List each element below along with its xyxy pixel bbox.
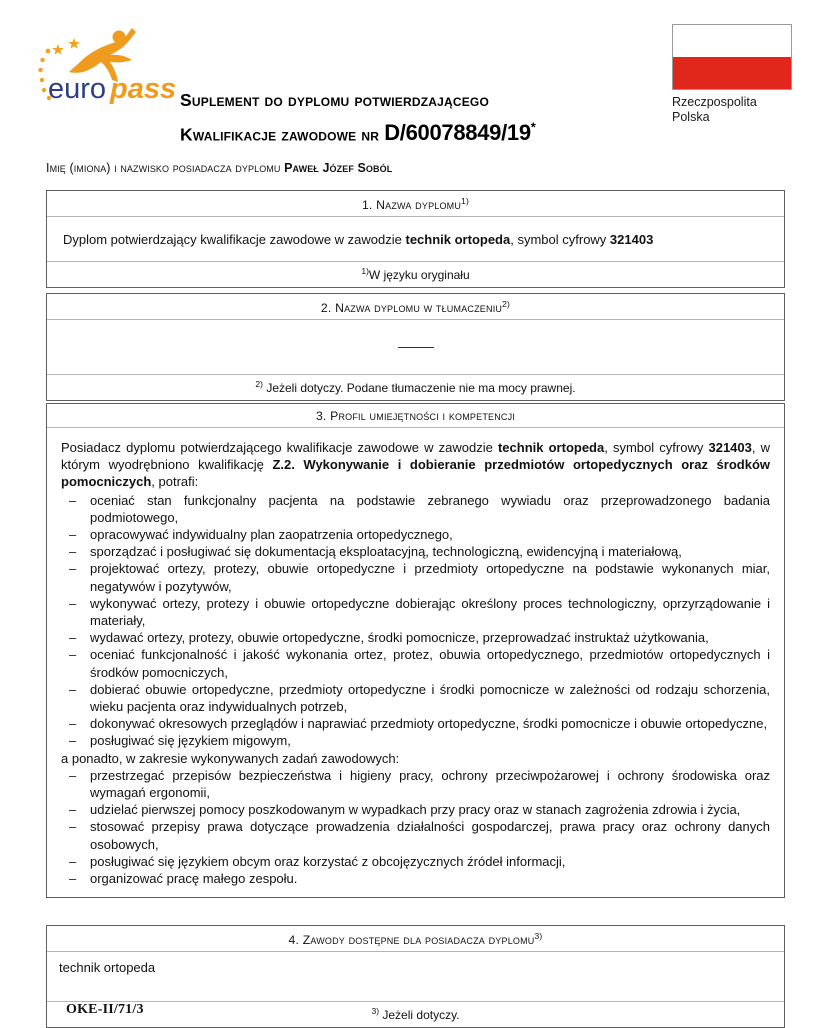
list-item: – udzielać pierwszej pomocy poszkodowanym w wypadkach przy pracy oraz w stanach zagrożenia zdrowia i życia, xyxy=(61,801,770,818)
section-skills-profile xyxy=(46,403,785,898)
section-1-heading xyxy=(47,191,784,217)
list-item: – sporządzać i posługiwać się dokumentacją eksploatacyjną, technologiczną, ewidencyjną i materiałową, xyxy=(61,543,770,560)
section-3-number: 3. xyxy=(315,409,327,423)
flag-caption-line2: Polska xyxy=(672,110,710,124)
poland-flag-icon xyxy=(672,24,792,90)
section-4-body: technik ortopeda xyxy=(59,960,156,976)
section-3-body xyxy=(47,428,784,897)
profile-intro-part4: , potrafi: xyxy=(151,474,199,490)
list-item: – oceniać stan funkcjonalny pacjenta na podstawie zebranego wywiadu oraz przeprowadzonego badania podmiotowego, xyxy=(61,492,770,526)
skills-list-primary xyxy=(61,492,770,750)
section-4-footnote xyxy=(47,1001,784,1027)
section-2-title: Nazwa dyplomu w tłumaczeniu xyxy=(335,301,503,316)
svg-text:pass: pass xyxy=(110,73,177,105)
section-2-heading-ref: 2) xyxy=(502,299,511,309)
form-code: OKE-II/71/3 xyxy=(66,1002,144,1017)
list-item: – opracowywać indywidualny plan zaopatrzenia ortopedycznego, xyxy=(61,526,770,543)
section-diploma-translation xyxy=(46,293,785,401)
europass-logo xyxy=(22,18,182,110)
profile-intro-part2: , symbol cyfrowy xyxy=(604,440,709,455)
list-item: – posługiwać się językiem obcym oraz korzystać z obcojęzycznych źródeł informacji, xyxy=(61,853,770,870)
title-line-1: Suplement do dyplomu potwierdzającego xyxy=(180,90,489,110)
profile-intro-part1: Posiadacz dyplomu potwierdzającego kwalifikacje zawodowe w zawodzie xyxy=(61,440,498,455)
section-available-professions xyxy=(46,925,785,1028)
section-1-body xyxy=(47,217,784,261)
list-item: – projektować ortezy, protezy, obuwie ortopedyczne i przedmioty ortopedyczne na podstawie wykonanych miar, negatywów i pozytywów, xyxy=(61,560,770,594)
section-1-profession: technik ortopeda xyxy=(405,232,511,248)
flag-caption xyxy=(672,95,794,125)
section-1-heading-ref: 1) xyxy=(461,196,470,206)
title-line-2 xyxy=(180,114,660,148)
section-2-body xyxy=(47,320,784,374)
title-line-2-prefix: Kwalifikacje zawodowe nr xyxy=(180,124,385,145)
diploma-number-value: D/60078849/19 xyxy=(384,120,531,146)
svg-text:euro: euro xyxy=(48,73,107,105)
list-item: – wykonywać ortezy, protezy i obuwie ortopedyczne dobierając określony proces technologiczny, oprzyrządowanie i materiały, xyxy=(61,595,770,629)
page-title xyxy=(180,86,660,148)
section-1-number: 1. xyxy=(361,198,373,213)
section-2-number: 2. xyxy=(320,301,332,316)
list-item: – organizować pracę małego zespołu. xyxy=(61,870,770,887)
profile-profession: technik ortopeda xyxy=(497,440,605,455)
section-2-heading xyxy=(47,294,784,320)
section-1-footnote-text: W języku oryginału xyxy=(368,268,470,283)
profile-intro xyxy=(61,439,770,491)
flag-caption-line1: Rzeczpospolita xyxy=(672,95,757,109)
list-item: – przestrzegać przepisów bezpieczeństwa i higieny pracy, ochrony przeciwpożarowej i ochrony środowiska oraz wymagań ergonomii, xyxy=(61,767,770,801)
section-4-heading-ref: 3) xyxy=(534,931,543,941)
profile-qualification: Z.2. Wykonywanie i dobieranie przedmiotów ortopedycznych oraz środków pomocniczych xyxy=(61,457,770,490)
list-item: – oceniać funkcjonalność i jakość wykonania ortez, protez, obuwia ortopedycznego, przedmiotów ortopedycznych i środków pomocniczych, xyxy=(61,646,770,680)
list-item: – stosować przepisy prawa dotyczące prowadzenia działalności gospodarczej, prawa pracy oraz ochrony danych osobowych, xyxy=(61,818,770,852)
diploma-holder-line xyxy=(46,161,392,175)
empty-value-dash xyxy=(398,346,434,348)
section-1-footnote xyxy=(47,261,784,287)
section-1-text-1: Dyplom potwierdzający kwalifikacje zawodowe w zawodzie xyxy=(63,232,406,248)
list-item: – dokonywać okresowych przeglądów i naprawiać przedmioty ortopedyczne, środki pomocnicze i obuwie ortopedyczne, xyxy=(61,715,770,732)
section-1-footnote-ref: 1) xyxy=(361,266,369,277)
list-item: – wydawać ortezy, protezy, obuwie ortopedyczne, środki pomocnicze, przeprowadzać instruktaż użytkowania, xyxy=(61,629,770,646)
section-diploma-name xyxy=(46,190,785,288)
section-2-footnote xyxy=(47,374,784,400)
list-item: – dobierać obuwie ortopedyczne, przedmioty ortopedyczne i środki pomocnicze w zależności od rodzaju schorzenia, wieku pacjenta oraz indywidualnych potrzeb, xyxy=(61,681,770,715)
section-4-footnote-text: Jeżeli dotyczy. xyxy=(382,1008,460,1023)
diploma-holder-name: Paweł Józef Soból xyxy=(284,161,393,175)
section-3-title: Profil umiejętności i kompetencji xyxy=(330,409,516,423)
section-1-title: Nazwa dyplomu xyxy=(376,198,462,213)
section-4-number: 4. xyxy=(288,933,300,948)
flag-red-band xyxy=(673,57,791,89)
section-1-code: 321403 xyxy=(609,232,654,248)
document-header xyxy=(0,0,831,150)
flag-white-band xyxy=(673,25,791,57)
section-3-heading xyxy=(47,404,784,428)
diploma-number-marker: * xyxy=(530,120,536,135)
section-4-title: Zawody dostępne dla posiadacza dyplomu xyxy=(302,933,535,948)
diploma-holder-label: Imię (imiona) i nazwisko posiadacza dyplomu xyxy=(46,161,285,175)
profile-intro-part3: , w którym wyodrębniono kwalifikację xyxy=(61,440,771,473)
section-2-footnote-text: Jeżeli dotyczy. Podane tłumaczenie nie ma mocy prawnej. xyxy=(266,381,576,396)
section-1-text-2: , symbol cyfrowy xyxy=(510,232,610,248)
poland-flag-block xyxy=(672,24,794,125)
section-4-heading xyxy=(47,926,784,952)
profile-code: 321403 xyxy=(708,440,752,455)
list-item: – posługiwać się językiem migowym, xyxy=(61,732,770,749)
section-2-footnote-ref: 2) xyxy=(255,379,263,390)
diploma-number xyxy=(384,120,535,145)
section-4-footnote-ref: 3) xyxy=(371,1006,380,1017)
skills-list-secondary xyxy=(61,767,770,887)
profile-midnote: a ponadto, w zakresie wykonywanych zadań zawodowych: xyxy=(61,750,400,766)
